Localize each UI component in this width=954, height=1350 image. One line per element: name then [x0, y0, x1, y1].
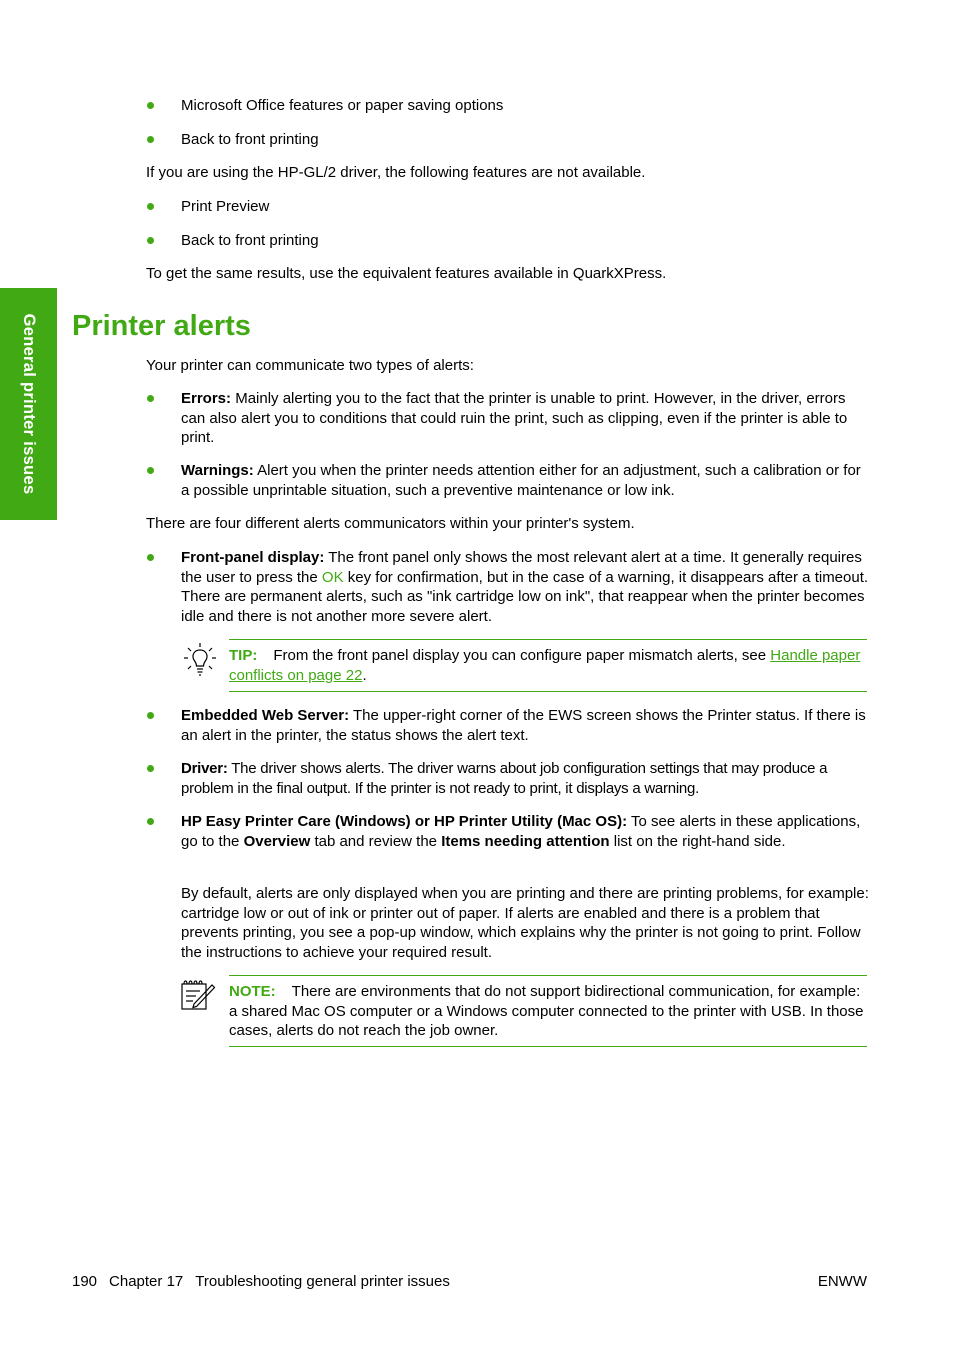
- list-item: Print Preview: [181, 198, 270, 215]
- hp-care-text-2: tab and review the: [310, 832, 442, 850]
- overview-tab-name: Overview: [243, 832, 311, 850]
- bullet-icon: [147, 554, 154, 561]
- page-footer-right: ENWW: [817, 1273, 867, 1290]
- front-panel-label: Front-panel display:: [181, 549, 325, 566]
- note-text-block: [229, 982, 869, 1041]
- tip-text-block: [229, 646, 869, 685]
- bullet-icon: [147, 102, 154, 109]
- list-item: Back to front printing: [181, 232, 319, 249]
- hp-care-text: To see alerts in these applications, go to the: [181, 813, 861, 850]
- list-item-front-panel: [181, 548, 871, 626]
- items-needing-attention: Items needing attention: [441, 832, 610, 850]
- side-tab-label: General printer issues: [19, 313, 38, 495]
- bullet-icon: [147, 395, 154, 402]
- tip-text: From the front panel display you can configure paper mismatch alerts, see: [273, 647, 771, 664]
- chapter-title: Troubleshooting general printer issues: [195, 1273, 450, 1290]
- bullet-icon: [147, 237, 154, 244]
- note-text: There are environments that do not support bidirectional communication, for example: a shared Mac OS computer or a Windows computer connected to the printer with USB. In those cases, alerts do not reach the job owner.: [229, 983, 864, 1039]
- ews-text: The upper-right corner of the EWS screen shows the Printer status. If there is an alert in the printer, the status shows the alert text.: [181, 707, 866, 744]
- list-item-ews: [181, 706, 871, 745]
- warnings-label: Warnings:: [181, 462, 254, 479]
- ews-label: Embedded Web Server:: [181, 707, 350, 724]
- bullet-icon: [147, 712, 154, 719]
- page-footer-left: [72, 1272, 450, 1292]
- handle-paper-conflicts-link[interactable]: Handle paper conflicts on page 22: [229, 647, 861, 684]
- bullet-icon: [147, 467, 154, 474]
- lightbulb-icon: [182, 642, 218, 680]
- chapter-number: Chapter 17: [109, 1273, 184, 1290]
- driver-label: Driver:: [181, 760, 228, 777]
- list-item: Back to front printing: [181, 131, 319, 148]
- note-top-rule: [229, 975, 867, 976]
- warnings-text: Alert you when the printer needs attention either for an adjustment, such a calibration or for a possible unprintable situation, such a preventive maintenance or low ink.: [181, 462, 861, 499]
- page-number: 190: [72, 1273, 98, 1290]
- ok-key: OK: [321, 568, 344, 586]
- tip-label: TIP:: [229, 647, 258, 664]
- bullet-icon: [147, 818, 154, 825]
- bullet-icon: [147, 136, 154, 143]
- front-panel-text-cont: key for confirmation, but in the case of a warning, it disappears after a timeout. There are permanent alerts, such as "ink cartridge low on ink", that reappear when the printer becomes idle and there is not another more severe alert.: [181, 568, 869, 625]
- bullet-icon: [147, 765, 154, 772]
- paragraph: To get the same results, use the equivalent features available in QuarkXPress.: [146, 265, 667, 282]
- side-chapter-tab: [0, 288, 57, 520]
- note-bottom-rule: [229, 1046, 867, 1047]
- section-title: Printer alerts: [72, 310, 251, 342]
- errors-label: Errors:: [181, 390, 232, 407]
- tip-bottom-rule: [229, 691, 867, 692]
- list-item-driver: [181, 759, 871, 798]
- list-item: Microsoft Office features or paper saving options: [181, 97, 504, 114]
- hp-care-label: HP Easy Printer Care (Windows) or HP Printer Utility (Mac OS):: [181, 813, 628, 830]
- front-panel-text: The front panel only shows the most relevant alert at a time. It generally requires the user to press the: [181, 549, 862, 586]
- paragraph: There are four different alerts communicators within your printer's system.: [146, 515, 635, 532]
- paragraph: By default, alerts are only displayed when you are printing and there are printing problems, for example: cartridge low or out of ink or printer out of paper. If alerts are enabled and there is a problem that prevents printing, you see a pop-up window, which explains why the printer is not going to print. Follow the instructions to achieve your required result.: [181, 885, 869, 961]
- tip-end: .: [362, 666, 367, 684]
- list-item-errors: [181, 389, 871, 448]
- note-label: NOTE:: [229, 983, 276, 1000]
- paragraph: Your printer can communicate two types of alerts:: [146, 357, 474, 374]
- tip-top-rule: [229, 639, 867, 640]
- list-item-hp-care: [181, 812, 871, 851]
- list-item-warnings: [181, 461, 871, 500]
- paragraph: If you are using the HP-GL/2 driver, the following features are not available.: [146, 164, 646, 181]
- bullet-icon: [147, 203, 154, 210]
- errors-text: Mainly alerting you to the fact that the printer is unable to print. However, in the driver, errors can also alert you to conditions that could ruin the print, such as clipping, even if the printer is able to print.: [181, 390, 848, 446]
- driver-text: The driver shows alerts. The driver warns about job configuration settings that may produce a problem in the final output. If the printer is not ready to print, it displays a warning.: [181, 760, 828, 797]
- hp-care-text-3: list on the right-hand side.: [609, 832, 786, 850]
- note-pad-icon: [180, 978, 216, 1012]
